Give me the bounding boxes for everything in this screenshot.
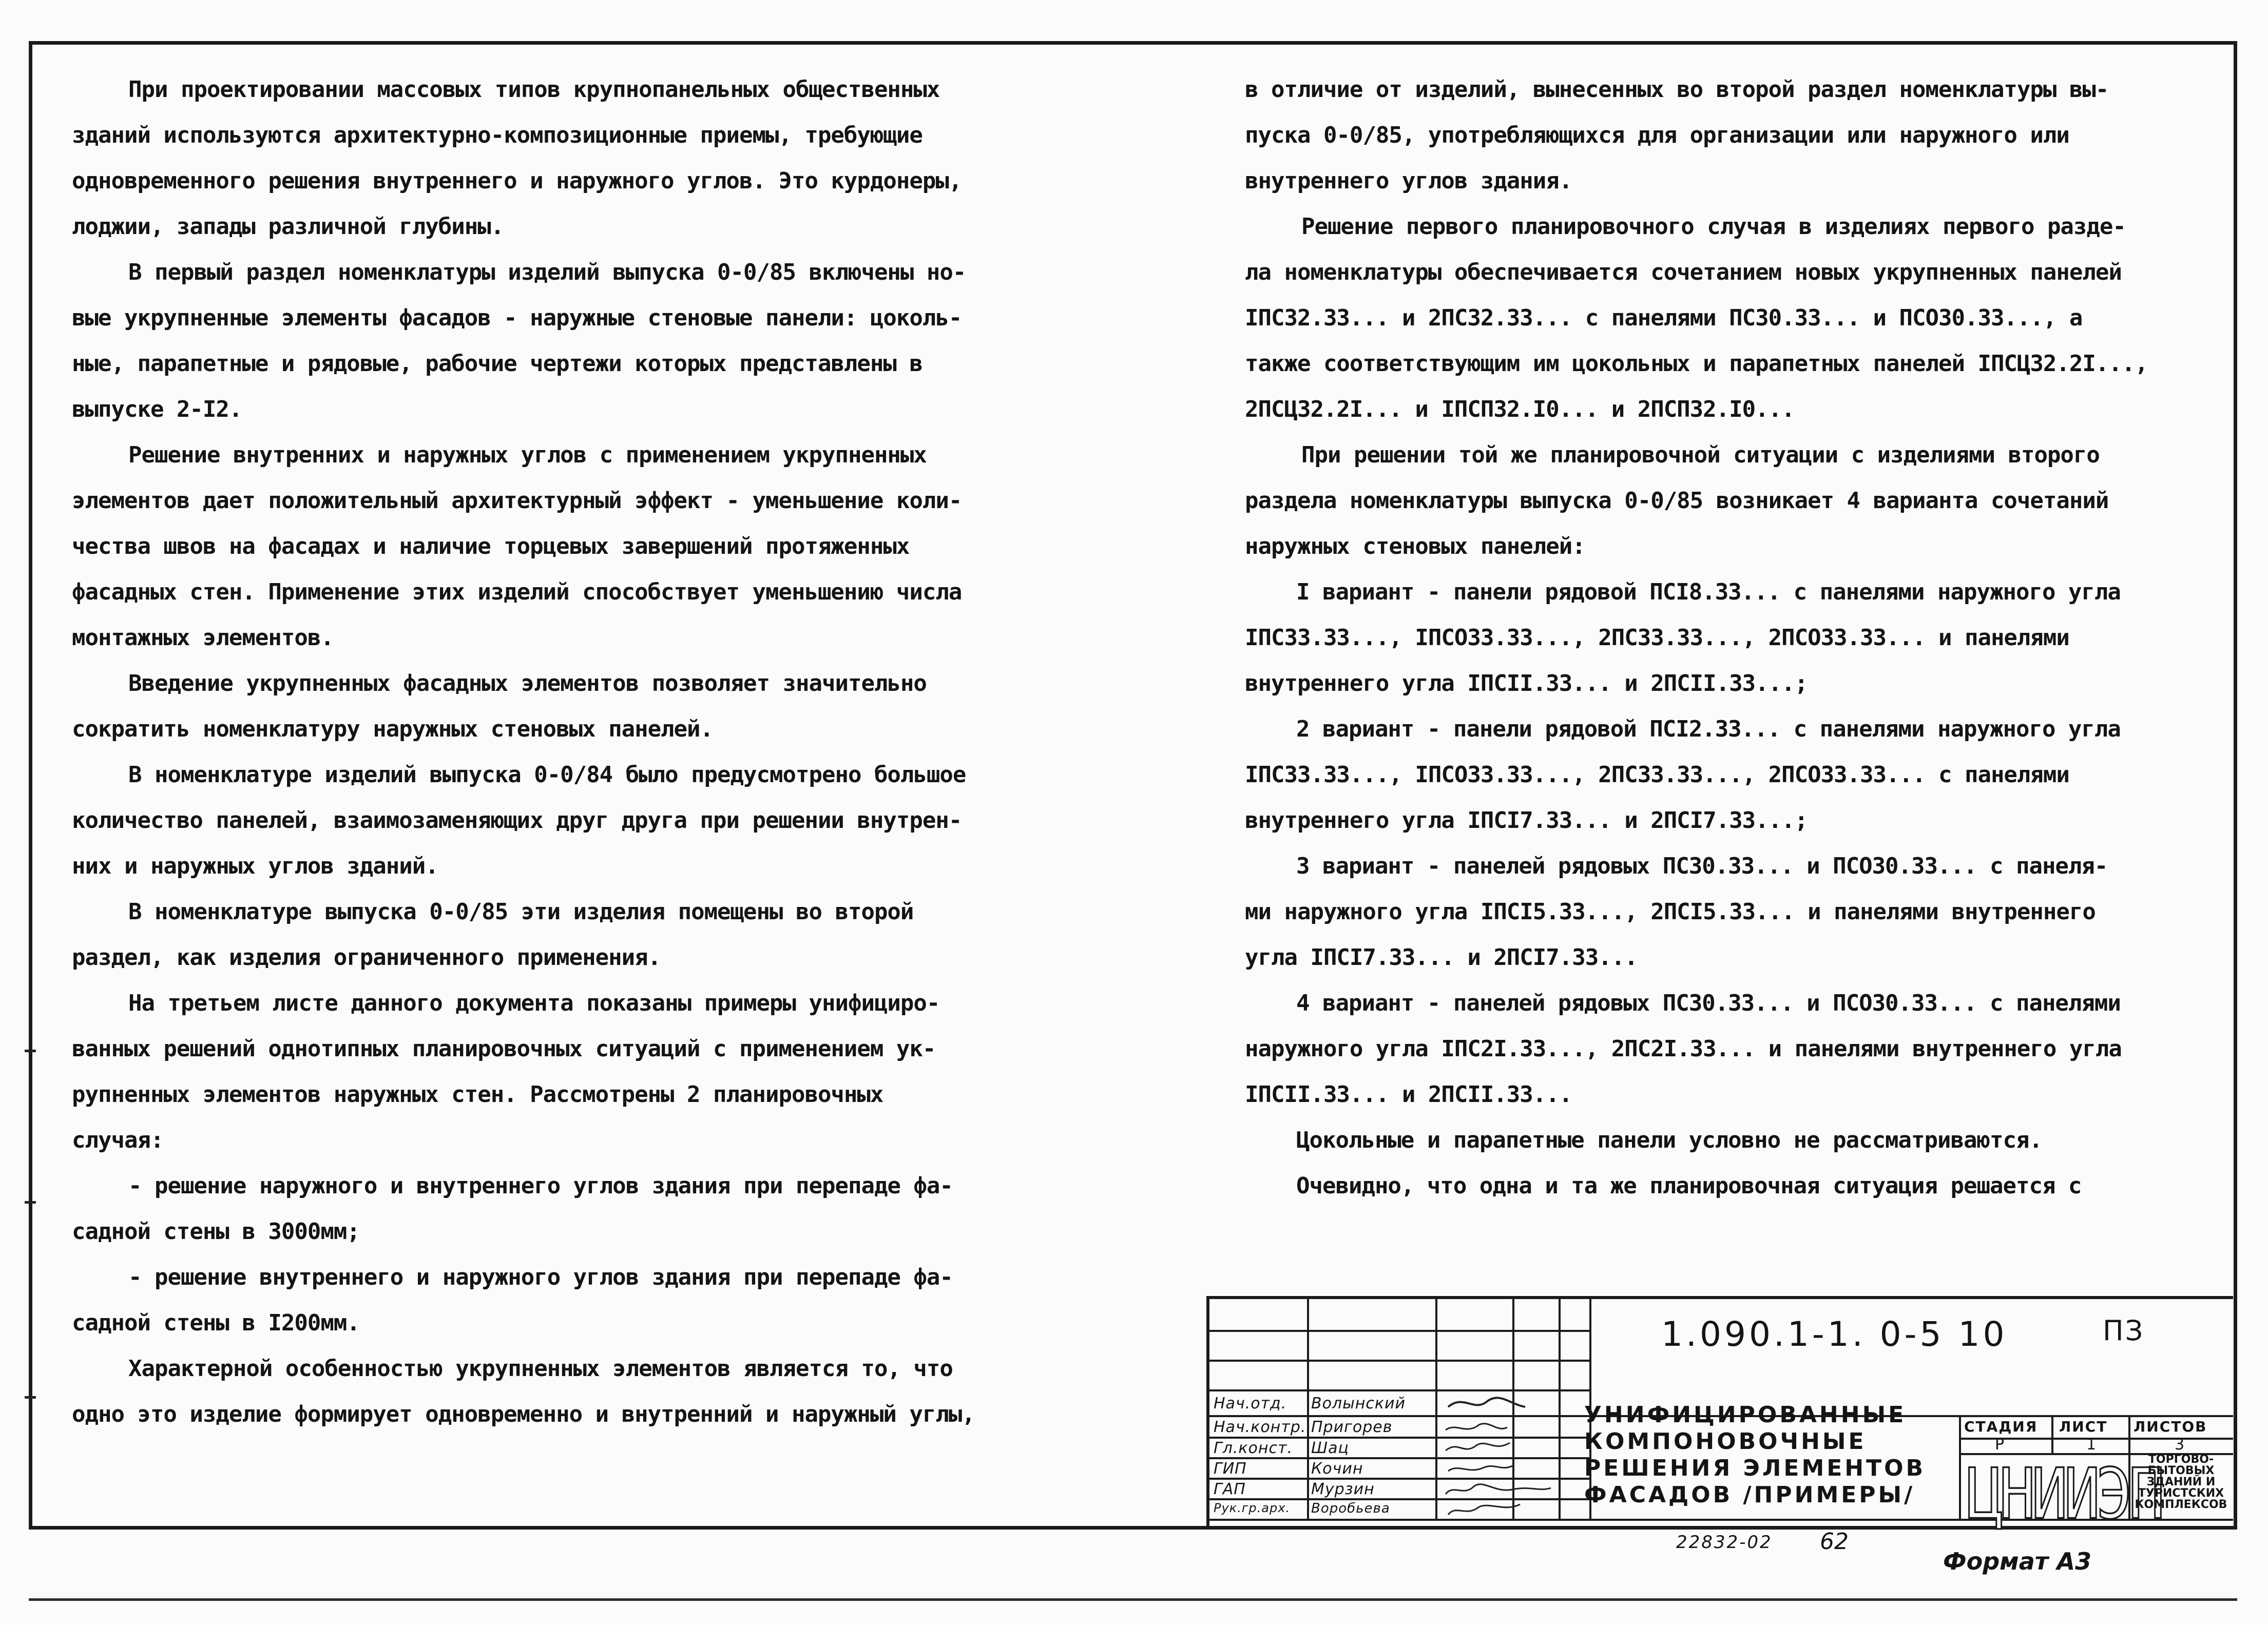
text-line: - решение наружного и внутреннего углов здания при перепаде фа- <box>128 1173 953 1199</box>
staff-name: Шац <box>1311 1439 1349 1457</box>
staff-role: Нач.отд. <box>1214 1395 1287 1413</box>
right-text-column <box>1245 67 2223 1209</box>
document-code: 1.090.1-1. 0-5 10 <box>1661 1314 2008 1354</box>
text-line: На третьем листе данного документа показаны примеры унифициро- <box>128 990 940 1016</box>
text-line: ла номенклатуры обеспечивается сочетанием новых укрупненных панелей <box>1245 259 2122 285</box>
sheet-header: ЛИСТ <box>2059 1418 2108 1435</box>
staff-name: Воробьева <box>1311 1501 1390 1516</box>
text-line: 4 вариант - панелей рядовых ПС30.33... и ПСО30.33... с панелями <box>1296 990 2121 1016</box>
stage-header: СТАДИЯ <box>1964 1418 2038 1435</box>
text-line: фасадных стен. Применение этих изделий способствует уменьшению числа <box>72 579 962 605</box>
text-line: рупненных элементов наружных стен. Рассмотрены 2 планировочных <box>72 1081 883 1108</box>
text-line: внутреннего угла IПСI7.33... и 2ПСI7.33...; <box>1245 807 1808 834</box>
staff-role: ГИП <box>1214 1460 1247 1478</box>
text-line: IПС33.33..., IПСО33.33..., 2ПС33.33..., 2ПСО33.33... с панелями <box>1245 762 2069 788</box>
text-line: Введение укрупненных фасадных элементов позволяет значительно <box>128 670 927 697</box>
title-line: ФАСАДОВ /ПРИМЕРЫ/ <box>1584 1482 1915 1508</box>
margin-tick <box>25 1396 36 1399</box>
text-line: них и наружных углов зданий. <box>72 853 438 879</box>
text-line: одновременного решения внутреннего и наружного углов. Это курдонеры, <box>72 168 962 194</box>
margin-tick <box>25 1050 36 1052</box>
text-line: В номенклатуре выпуска 0-0/85 эти изделия помещены во второй <box>128 899 914 925</box>
text-line: садной стены в 3000мм; <box>72 1218 360 1245</box>
margin-tick <box>25 1201 36 1204</box>
text-line: Очевидно, что одна и та же планировочная ситуация решается с <box>1296 1173 2082 1199</box>
stage-value: Р <box>1995 1436 2005 1454</box>
text-line: 2ПСЦ32.2I... и IПСП32.I0... и 2ПСП32.I0... <box>1245 396 1795 422</box>
text-line: ванных решений однотипных планировочных ситуаций с применением ук- <box>72 1036 936 1062</box>
staff-role: Гл.конст. <box>1214 1439 1293 1457</box>
text-line: При проектировании массовых типов крупнопанельных общественных <box>128 76 940 103</box>
text-line: IПС33.33..., IПСО33.33..., 2ПС33.33..., 2ПСО33.33... и панелями <box>1245 625 2069 651</box>
staff-role: Нач.контр. <box>1214 1418 1306 1436</box>
text-line: IПС32.33... и 2ПС32.33... с панелями ПС30.33... и ПСО30.33..., а <box>1245 305 2083 331</box>
staff-name: Пригорев <box>1311 1418 1393 1436</box>
signatures <box>1438 1391 1592 1520</box>
text-line: раздел, как изделия ограниченного применения. <box>72 944 661 971</box>
text-line: угла IПСI7.33... и 2ПСI7.33... <box>1245 944 1638 971</box>
text-line: элементов дает положительный архитектурный эффект - уменьшение коли- <box>72 488 962 514</box>
text-line: раздела номенклатуры выпуска 0-0/85 возникает 4 варианта сочетаний <box>1245 488 2109 514</box>
staff-role: Рук.гр.арх. <box>1214 1501 1291 1515</box>
text-line: в отличие от изделий, вынесенных во второй раздел номенклатуры вы- <box>1245 76 2109 103</box>
text-line: ные, парапетные и рядовые, рабочие чертежи которых представлены в <box>72 351 922 377</box>
text-line: Решение первого планировочного случая в изделиях первого разде- <box>1301 214 2126 240</box>
text-line: Характерной особенностью укрупненных элементов является то, что <box>128 1356 953 1382</box>
text-line: чества швов на фасадах и наличие торцевых завершений протяженных <box>72 533 910 559</box>
staff-name: Волынский <box>1311 1395 1406 1413</box>
staff-name: Мурзин <box>1311 1480 1375 1498</box>
text-line: лоджии, запады различной глубины. <box>72 214 504 240</box>
title-block <box>1206 1296 2233 1535</box>
text-line: I вариант - панели рядовой ПСI8.33... с панелями наружного угла <box>1296 579 2121 605</box>
text-line: Цокольные и парапетные панели условно не рассматриваются. <box>1296 1127 2042 1153</box>
inventory-number: 22832-02 <box>1676 1532 1773 1553</box>
text-line: Решение внутренних и наружных углов с применением укрупненных <box>128 442 927 468</box>
text-line: ми наружного угла IПСI5.33..., 2ПСI5.33... и панелями внутреннего <box>1245 899 2096 925</box>
text-line: также соответствующим им цокольных и парапетных панелей IПСЦ32.2I..., <box>1245 351 2148 377</box>
sheet-code: ПЗ <box>2103 1314 2145 1347</box>
text-line: садной стены в I200мм. <box>72 1310 360 1336</box>
text-line: вые укрупненные элементы фасадов - наружные стеновые панели: цоколь- <box>72 305 962 331</box>
text-line: При решении той же планировочной ситуации с изделиями второго <box>1301 442 2100 468</box>
page-number: 62 <box>1820 1529 1849 1555</box>
text-line: В номенклатуре изделий выпуска 0-0/84 было предусмотрено большое <box>128 762 966 788</box>
staff-role: ГАП <box>1214 1480 1246 1498</box>
title-line: УНИФИЦИРОВАННЫЕ <box>1584 1402 1907 1428</box>
bottom-rule <box>29 1598 2237 1601</box>
text-line: выпуске 2-I2. <box>72 396 242 422</box>
sheet-format: Формат А3 <box>1943 1547 2092 1575</box>
text-line: монтажных элементов. <box>72 625 334 651</box>
organization-name: ТОРГОВО-БЫТОВЫХ ЗДАНИЙ И ТУРИСТСКИХ КОМПЛЕКСОВ <box>2135 1453 2227 1511</box>
text-line: внутреннего углов здания. <box>1245 168 1572 194</box>
staff-name: Кочин <box>1311 1460 1363 1478</box>
text-line: - решение внутреннего и наружного углов здания при перепаде фа- <box>128 1264 953 1290</box>
title-line: КОМПОНОВОЧНЫЕ <box>1584 1428 1867 1455</box>
text-line: сократить номенклатуру наружных стеновых панелей. <box>72 716 714 742</box>
left-text-column <box>72 67 1073 1437</box>
text-line: наружного угла IПС2I.33..., 2ПС2I.33... и панелями внутреннего угла <box>1245 1036 2122 1062</box>
organization-logo: ЦНИИЭП <box>1967 1453 2161 1535</box>
text-line: зданий используются архитектурно-композиционные приемы, требующие <box>72 122 922 148</box>
title-line: РЕШЕНИЯ ЭЛЕМЕНТОВ <box>1584 1455 1926 1481</box>
text-line: IПСII.33... и 2ПСII.33... <box>1245 1081 1572 1108</box>
sheets-value: 3 <box>2175 1436 2185 1454</box>
text-line: случая: <box>72 1127 164 1153</box>
drawing-title <box>1584 1402 1954 1508</box>
text-line: 3 вариант - панелей рядовых ПС30.33... и ПСО30.33... с панеля- <box>1296 853 2108 879</box>
text-line: одно это изделие формирует одновременно и внутренний и наружный углы, <box>72 1401 975 1427</box>
sheet-value: 1 <box>2086 1436 2097 1454</box>
sheets-header: ЛИСТОВ <box>2134 1418 2207 1435</box>
text-line: 2 вариант - панели рядовой ПСI2.33... с панелями наружного угла <box>1296 716 2121 742</box>
text-line: пуска 0-0/85, употребляющихся для организации или наружного или <box>1245 122 2069 148</box>
text-line: количество панелей, взаимозаменяющих друг друга при решении внутрен- <box>72 807 962 834</box>
text-line: внутреннего угла IПСII.33... и 2ПСII.33...; <box>1245 670 1808 697</box>
text-line: наружных стеновых панелей: <box>1245 533 1585 559</box>
text-line: В первый раздел номенклатуры изделий выпуска 0-0/85 включены но- <box>128 259 966 285</box>
